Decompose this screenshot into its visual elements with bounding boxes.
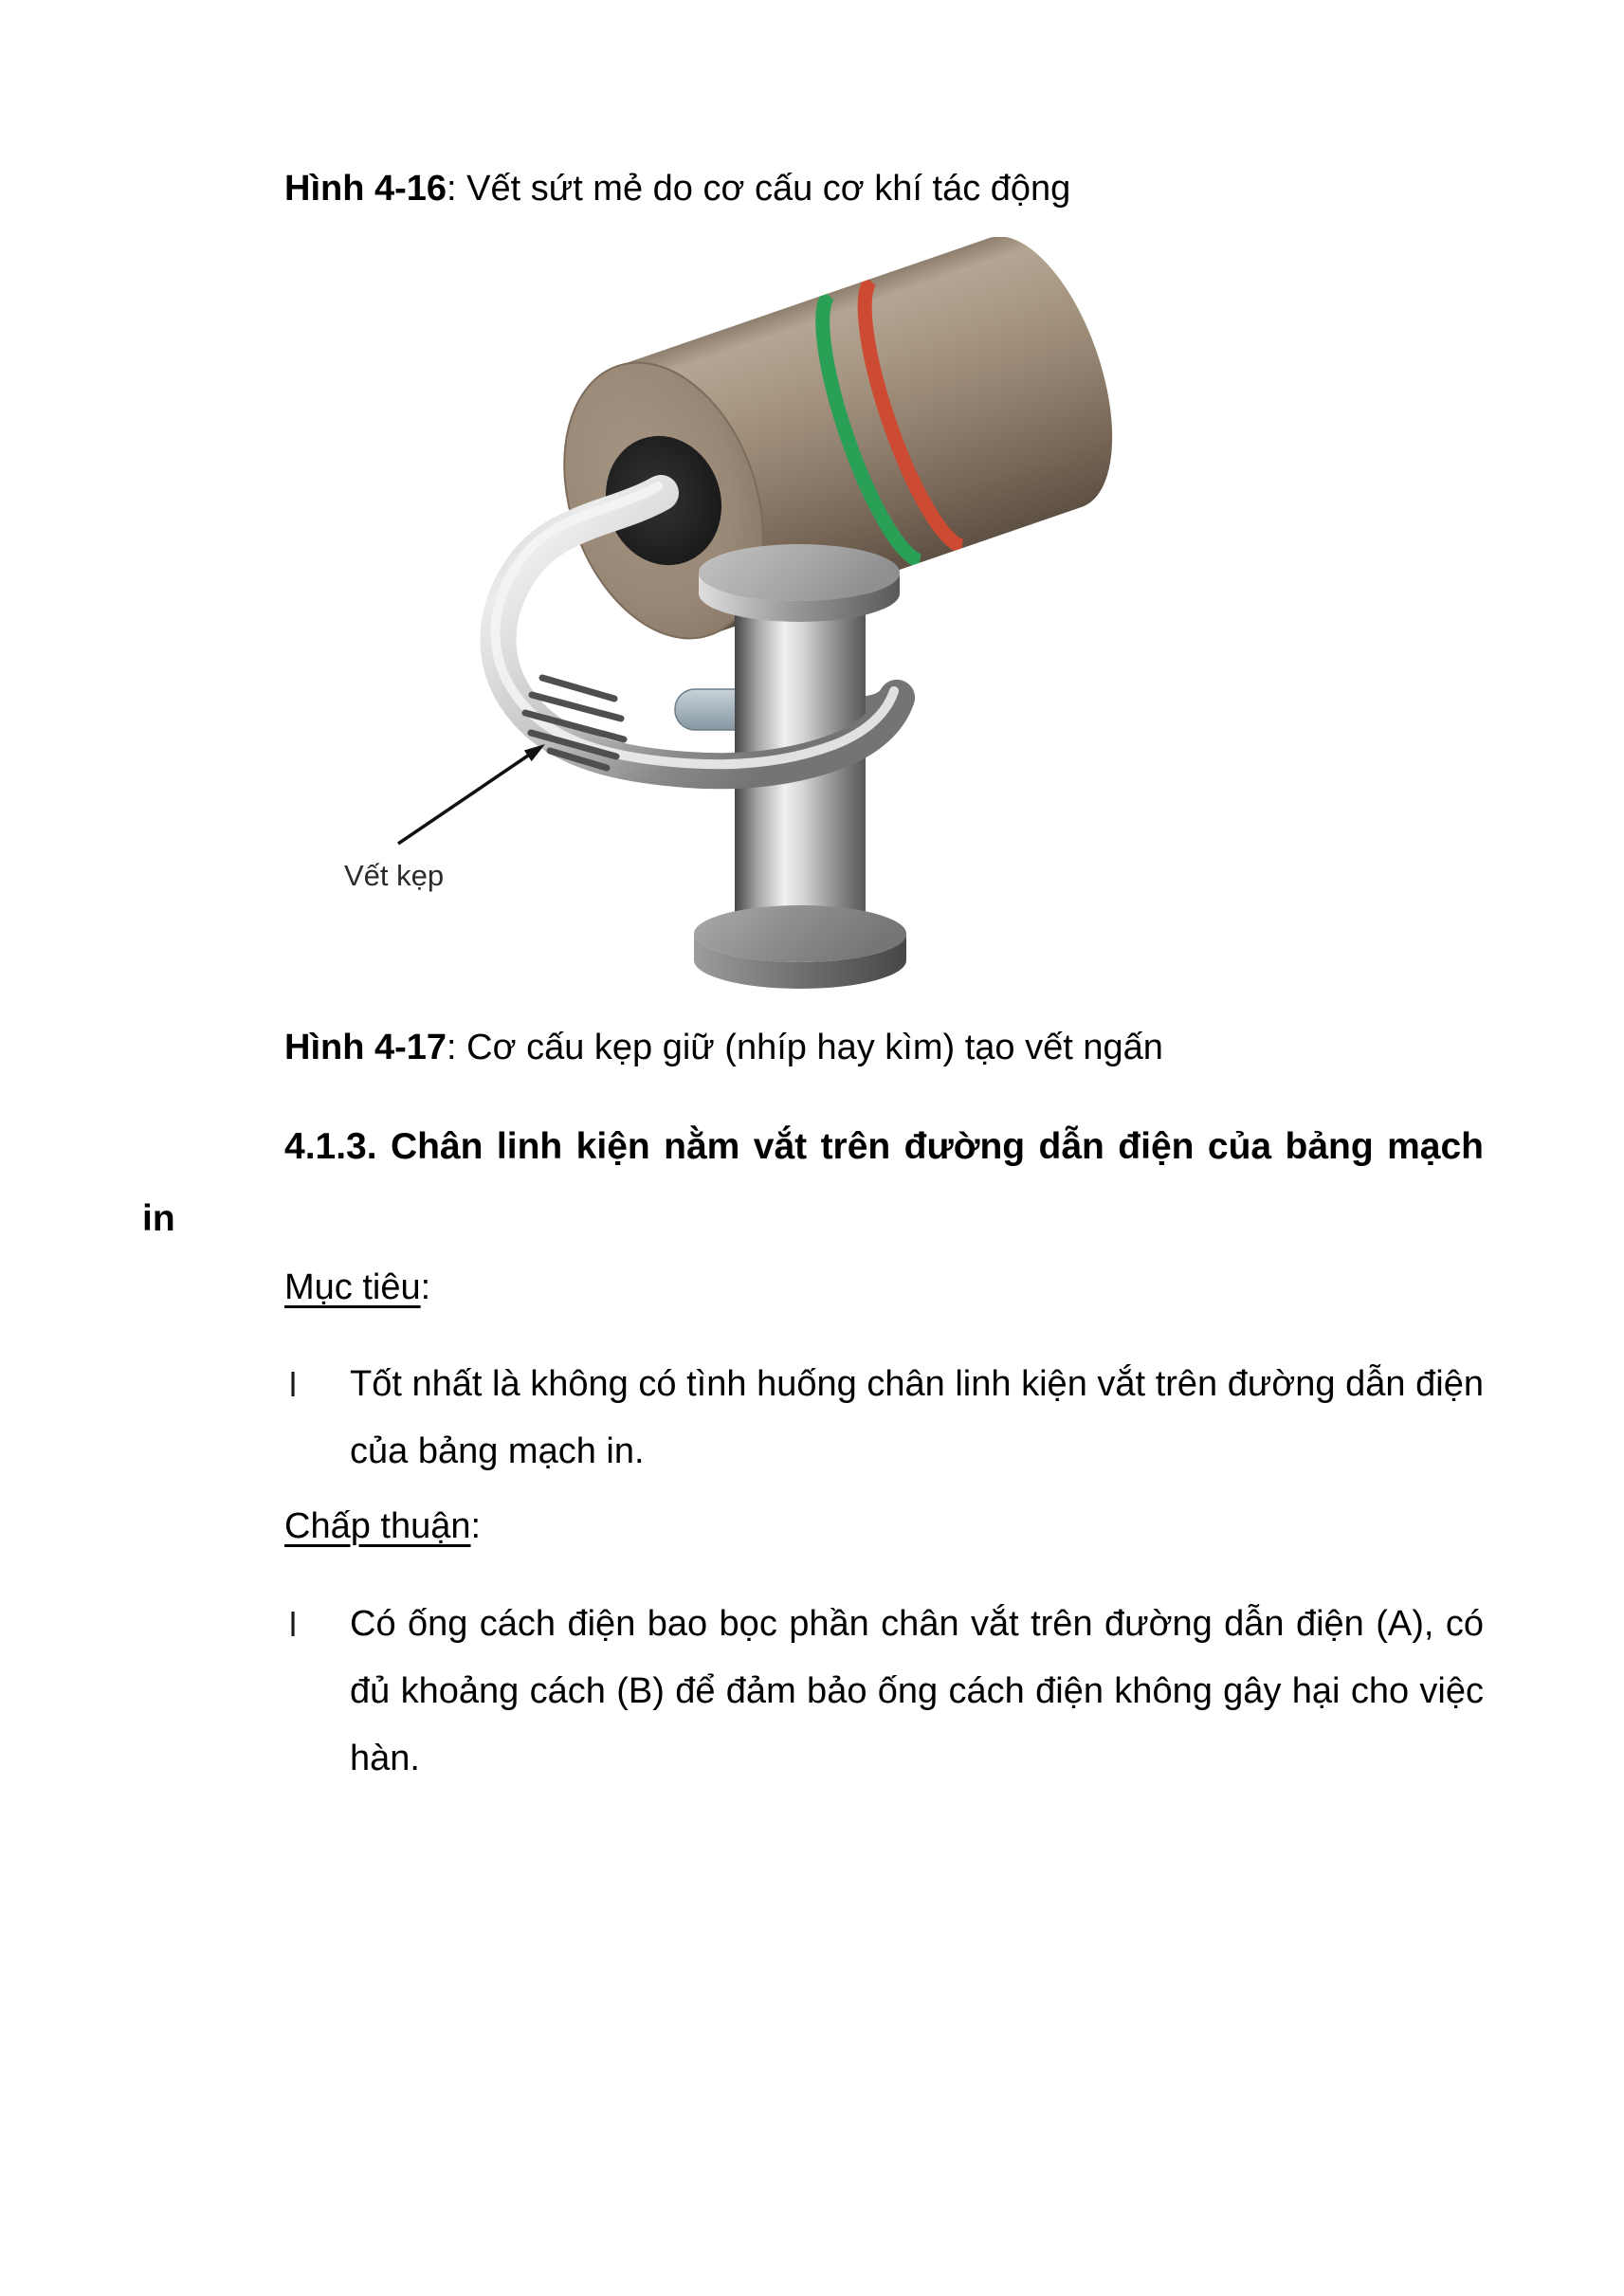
acceptance-label-colon: : — [470, 1506, 482, 1546]
figure-4-16-number: Hình 4-16 — [284, 169, 447, 209]
figure-4-16-caption — [142, 167, 1484, 212]
figure-4-17-caption — [142, 1026, 1484, 1071]
acceptance-label — [284, 1505, 481, 1549]
section-heading: 4.1.3. Chân linh kiện nằm vắt trên đường dẫn điện của bảng mạch in — [142, 1126, 1484, 1239]
acceptance-label-text: Chấp thuận — [284, 1506, 471, 1546]
clamp-mark-label: Vết kẹp — [344, 859, 445, 892]
arrow-head — [524, 744, 545, 761]
bullet-marker: l — [289, 1605, 297, 1644]
objective-bullet-text: Tốt nhất là không có tình huống chân linh kiện vắt trên đường dẫn điện của bảng mạch in. — [350, 1364, 1484, 1471]
figure-4-17-number: Hình 4-17 — [284, 1028, 447, 1067]
figure-4-16-text: : Vết sứt mẻ do cơ cấu cơ khí tác động — [447, 169, 1071, 209]
objective-bullet-item — [289, 1351, 1484, 1485]
objective-label — [284, 1266, 430, 1310]
objective-label-text: Mục tiêu — [284, 1267, 421, 1307]
objective-label-colon: : — [420, 1267, 431, 1307]
acceptance-bullet-text: Có ống cách điện bao bọc phần chân vắt trên đường dẫn điện (A), có đủ khoảng cách (B) để đảm bảo ống cách điện không gây hại cho việc hàn. — [350, 1604, 1484, 1778]
post-base-top — [694, 905, 906, 962]
acceptance-bullet-item — [289, 1591, 1484, 1793]
figure-4-17-text: : Cơ cấu kẹp giữ (nhíp hay kìm) tạo vết ngấn — [447, 1028, 1163, 1067]
annotation-arrow — [398, 744, 545, 844]
clamp-mark-illustration — [303, 237, 1147, 1005]
bullet-marker: l — [289, 1365, 297, 1404]
post-cap-top — [699, 544, 900, 601]
